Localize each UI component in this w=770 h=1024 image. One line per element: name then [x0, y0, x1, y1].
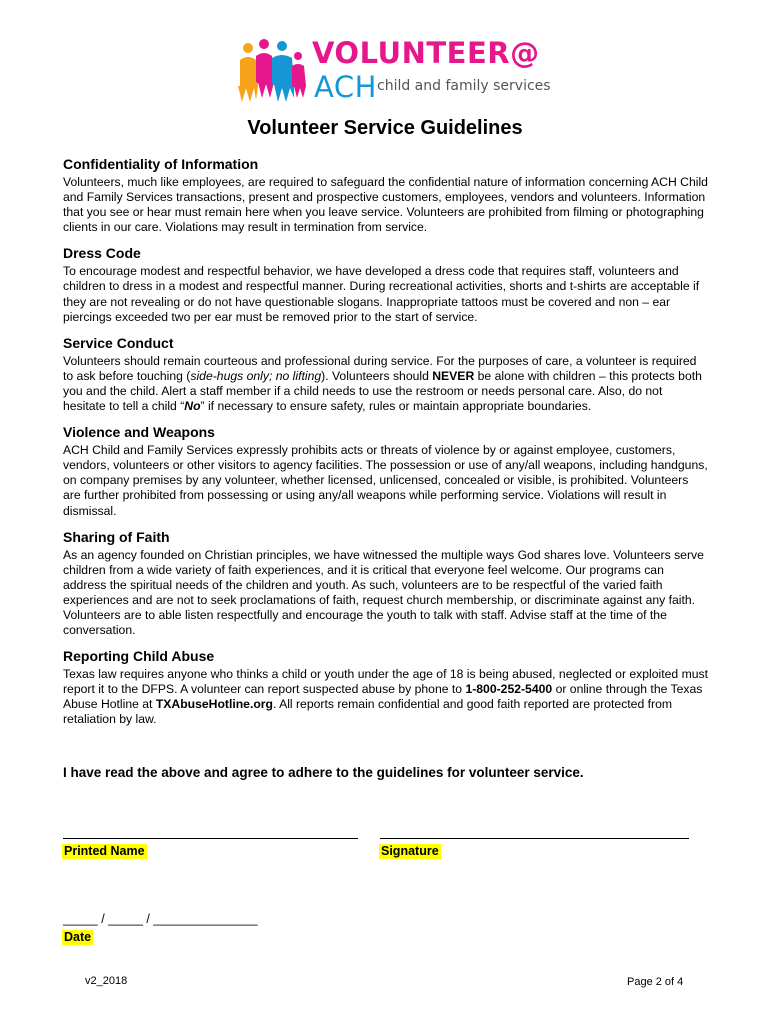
agreement-statement: I have read the above and agree to adhere to the guidelines for volunteer service.: [63, 765, 584, 780]
text-run: Texas law requires anyone who thinks a child or youth under the age of 18 is being abused, neglected or exploited must report it to the DFPS. A volunteer can report suspected abuse by phone to: [63, 667, 708, 697]
section-heading: Sharing of Faith: [63, 528, 170, 545]
section-service-conduct: [63, 335, 708, 414]
printed-name-label: Printed Name: [64, 844, 145, 858]
italic-text: side-hugs only; no lifting: [190, 368, 322, 383]
section-text: As an agency founded on Christian principles, we have witnessed the multiple ways God shares love. Volunteers serve children from a wide variety of faith experiences, and it is critical that everyone feel welcome. Our programs can address the spiritual needs of the children and youth. As such, volunteers are to be respectful of the varied faith experiences and are not to seek proclamations of faith, request church membership, or discriminate against any faith. Volunteers are to able listen respectfully and encourage the youth to talk with staff. Advise staff at the time of the conversation.: [63, 547, 704, 638]
logo-title: VOLUNTEER@: [312, 36, 540, 70]
page-number: Page 2 of 4: [627, 976, 684, 988]
hotline-phone: 1-800-252-5400: [465, 682, 553, 697]
version-label: v2_2018: [85, 975, 128, 987]
bold-never: NEVER: [432, 368, 475, 383]
text-run: or online through the Texas Abuse Hotline at: [63, 682, 703, 712]
section-text: Volunteers, much like employees, are required to safeguard the confidential nature of information concerning ACH Child and Family Services transactions, present and prospective customers, employees, vendors and volunteers. Information that you see or hear must remain here when you leave service. Volunteers are prohibited from filming or photographing clients in our care. Violations may result in termination from service.: [63, 175, 708, 235]
section-text: [63, 667, 708, 727]
guidelines-content: [63, 156, 708, 738]
logo-subtitle: child and family services: [377, 78, 551, 94]
section-text: To encourage modest and respectful behavior, we have developed a dress code that requires staff, volunteers and children to dress in a modest and respectful manner. During recreational activities, shorts and t-shirts are acceptable if they are not revealing or do not have questionable slogans. Inappropriate tattoos must be covered and non – ear piercings exceeded two per ear must be removed prior to the start of service.: [63, 264, 700, 324]
hotline-website: TXAbuseHotline.org: [155, 697, 273, 712]
text-run: ” if necessary to ensure safety, rules or maintain appropriate boundaries.: [200, 399, 592, 414]
section-sharing-faith: [63, 529, 708, 639]
signature-label: Signature: [381, 844, 439, 858]
logo-ach: ACH: [314, 70, 377, 104]
section-dress-code: [63, 245, 708, 324]
section-text: [63, 354, 708, 414]
section-text: ACH Child and Family Services expressly prohibits acts or threats of violence by or against employee, customers, vendors, volunteers or other visitors to agency facilities. The possession or use of any/all weapons, including handguns, on company premises by any volunteer, whether licensed, unlicensed, concealed or visible, is prohibited. Volunteers are further prohibited from possessing or using any/all weapons while performing service. Violations will result in dismissal.: [63, 443, 708, 518]
date-field[interactable]: _____ / _____ / _______________: [63, 912, 258, 926]
signature-line[interactable]: [380, 838, 689, 839]
section-confidentiality: [63, 156, 708, 235]
page-title: Volunteer Service Guidelines: [247, 117, 523, 139]
text-run: . All reports remain confidential and good faith reported are protected from retaliation by law.: [63, 697, 672, 727]
bold-italic-no: No: [184, 399, 201, 414]
volunteer-hands-logo-icon: [236, 36, 312, 108]
section-reporting-abuse: [63, 648, 708, 727]
organization-logo: [236, 36, 551, 108]
section-heading: Reporting Child Abuse: [63, 648, 215, 665]
date-label: Date: [64, 930, 92, 944]
section-heading: Dress Code: [63, 245, 141, 262]
text-run: be alone with children – this protects both you and the child. Alert a staff member if a child needs to use the restroom or needs personal care. Also, do not hesitate to tell a child “: [63, 368, 702, 414]
section-heading: Violence and Weapons: [63, 424, 215, 441]
text-run: ). Volunteers should: [321, 368, 433, 383]
section-heading: Service Conduct: [63, 334, 174, 351]
section-heading: Confidentiality of Information: [63, 156, 259, 172]
section-violence-weapons: [63, 424, 708, 518]
text-run: Volunteers should remain courteous and professional during service. For the purposes of care, a volunteer is required to ask before touching (: [63, 353, 697, 383]
printed-name-line[interactable]: [63, 838, 358, 839]
